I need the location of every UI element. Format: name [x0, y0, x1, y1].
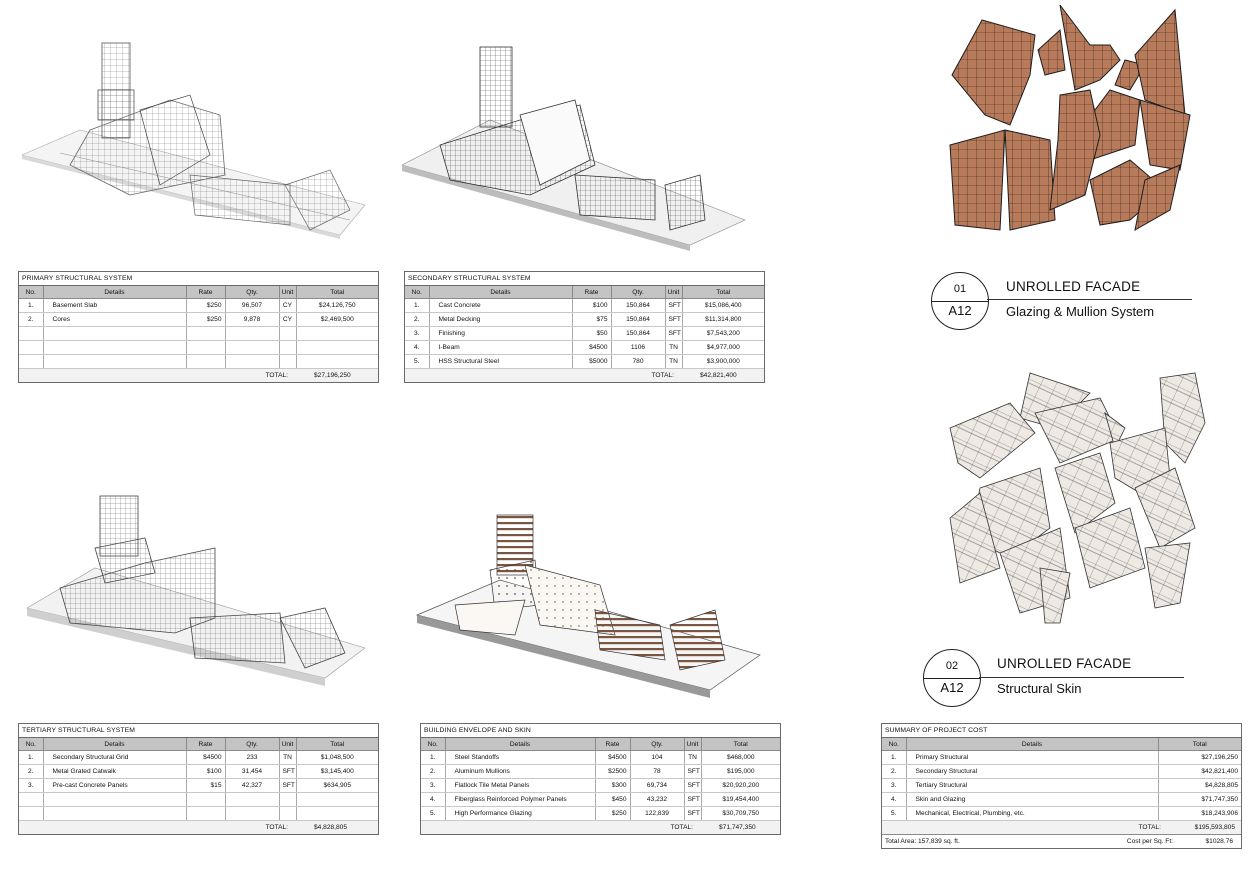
table-cell: Mechanical, Electrical, Plumbing, etc.: [906, 807, 1158, 821]
total-label: TOTAL:: [670, 824, 693, 831]
project-cost-summary-table: [881, 723, 1242, 849]
table-cell: 4.: [882, 793, 906, 807]
table-cell: CY: [279, 313, 296, 327]
table-cell: Tertiary Structural: [906, 779, 1158, 793]
table-cell: Secondary Structural: [906, 765, 1158, 779]
column-header: Total: [701, 738, 780, 751]
table-cell: $15,086,400: [682, 299, 764, 313]
table-cell: 1.: [19, 751, 43, 765]
total-value: $42,821,400: [700, 372, 737, 379]
table-cell: Metal Decking: [429, 313, 572, 327]
table-cell: 780: [611, 355, 665, 369]
table-row: [19, 313, 378, 327]
table-cell: $250: [595, 807, 630, 821]
table-cell: 31,454: [225, 765, 279, 779]
table-title: BUILDING ENVELOPE AND SKIN: [421, 724, 780, 738]
table-cell: TN: [279, 751, 296, 765]
table-cell: Secondary Structural Grid: [43, 751, 186, 765]
table-cell: 43,232: [630, 793, 684, 807]
total-value: $71,747,350: [719, 824, 756, 831]
table-cell: I-Beam: [429, 341, 572, 355]
table-cell: [279, 793, 296, 807]
column-header: Unit: [684, 738, 701, 751]
table-cell: 2.: [19, 313, 43, 327]
table-cell: $4500: [186, 751, 225, 765]
table-row: [19, 793, 378, 807]
total-row: [19, 369, 378, 382]
table-cell: [279, 341, 296, 355]
table-cell: $634,905: [296, 779, 378, 793]
table-cell: 150,864: [611, 299, 665, 313]
column-header: No.: [19, 286, 43, 299]
table-cell: TN: [665, 341, 682, 355]
table-row: [19, 299, 378, 313]
table-cell: 233: [225, 751, 279, 765]
table-cell: $20,920,200: [701, 779, 780, 793]
column-header: Rate: [572, 286, 611, 299]
column-header: Details: [445, 738, 595, 751]
table-cell: 78: [630, 765, 684, 779]
table-cell: [296, 807, 378, 821]
table-row: [19, 751, 378, 765]
table-cell: [279, 355, 296, 369]
table-cell: $18,243,906: [1158, 807, 1241, 821]
table-title: PRIMARY STRUCTURAL SYSTEM: [19, 272, 378, 286]
total-label: TOTAL:: [651, 372, 674, 379]
table-cell: Cast Concrete: [429, 299, 572, 313]
table-cell: 1.: [19, 299, 43, 313]
column-header: Total: [296, 738, 378, 751]
table-cell: $3,900,000: [682, 355, 764, 369]
table-cell: [186, 355, 225, 369]
table-cell: 9,878: [225, 313, 279, 327]
table-row: [405, 327, 764, 341]
table-cell: $19,454,400: [701, 793, 780, 807]
column-header: Qty.: [630, 738, 684, 751]
table-row: [882, 779, 1241, 793]
table-cell: 122,839: [630, 807, 684, 821]
table-cell: 5.: [421, 807, 445, 821]
table-cell: 96,507: [225, 299, 279, 313]
total-label: TOTAL:: [1138, 824, 1161, 831]
column-header: Unit: [279, 286, 296, 299]
primary-structure-axonometric: [20, 35, 370, 255]
table-cell: [296, 327, 378, 341]
column-header: Details: [906, 738, 1158, 751]
table-cell: 1.: [882, 751, 906, 765]
table-cell: 2.: [882, 765, 906, 779]
table-cell: 2.: [405, 313, 429, 327]
table-cell: $75: [572, 313, 611, 327]
table-cell: SFT: [665, 299, 682, 313]
drawing-number: 01: [953, 283, 967, 295]
table-cell: $27,196,250: [1158, 751, 1241, 765]
table-cell: [19, 341, 43, 355]
table-cell: [186, 793, 225, 807]
table-row: [19, 807, 378, 821]
table-cell: SFT: [684, 765, 701, 779]
column-header: No.: [421, 738, 445, 751]
table-cell: SFT: [684, 793, 701, 807]
table-cell: High Performance Glazing: [445, 807, 595, 821]
total-row: [421, 821, 780, 834]
table-cell: 3.: [19, 779, 43, 793]
table-cell: 42,327: [225, 779, 279, 793]
table-cell: Primary Structural: [906, 751, 1158, 765]
facade-title: UNROLLED FACADE: [1006, 279, 1141, 294]
table-cell: Finishing: [429, 327, 572, 341]
table-cell: SFT: [279, 779, 296, 793]
column-header: Rate: [595, 738, 630, 751]
table-cell: 4.: [421, 793, 445, 807]
column-header: Total: [682, 286, 764, 299]
table-cell: $7,543,200: [682, 327, 764, 341]
table-cell: TN: [665, 355, 682, 369]
column-header: Total: [1158, 738, 1241, 751]
table-cell: SFT: [684, 807, 701, 821]
table-cell: Skin and Glazing: [906, 793, 1158, 807]
table-title: SUMMARY OF PROJECT COST: [882, 724, 1241, 738]
table-cell: 150,864: [611, 327, 665, 341]
table-row: [421, 807, 780, 821]
table-cell: 3.: [405, 327, 429, 341]
cost-per-sqft-label: Cost per Sq. Ft:: [1126, 838, 1173, 845]
table-cell: [225, 327, 279, 341]
table-title: SECONDARY STRUCTURAL SYSTEM: [405, 272, 764, 286]
table-row: [882, 793, 1241, 807]
total-value: $27,196,250: [314, 372, 351, 379]
table-cell: [186, 341, 225, 355]
column-header: Details: [43, 286, 186, 299]
table-cell: $1,048,500: [296, 751, 378, 765]
table-row: [421, 765, 780, 779]
table-cell: SFT: [684, 779, 701, 793]
table-cell: 3.: [882, 779, 906, 793]
table-cell: Cores: [43, 313, 186, 327]
secondary-structure-axonometric: [400, 35, 750, 255]
tertiary-structure-axonometric: [25, 488, 370, 688]
total-value: $195,593,805: [1194, 824, 1235, 831]
table-cell: Metal Grated Catwalk: [43, 765, 186, 779]
column-header: Qty.: [225, 286, 279, 299]
table-cell: 1.: [421, 751, 445, 765]
table-row: [19, 341, 378, 355]
table-cell: $450: [595, 793, 630, 807]
table-row: [882, 751, 1241, 765]
table-cell: [279, 807, 296, 821]
area-row: [882, 834, 1241, 848]
total-area: Total Area: 157,839 sq. ft.: [885, 838, 960, 845]
building-envelope-axonometric: [415, 510, 765, 700]
table-cell: 2.: [421, 765, 445, 779]
table-cell: 1.: [405, 299, 429, 313]
table-cell: [19, 793, 43, 807]
table-cell: 2.: [19, 765, 43, 779]
table-cell: [225, 793, 279, 807]
table-cell: $468,000: [701, 751, 780, 765]
table-cell: HSS Structural Steel: [429, 355, 572, 369]
table-row: [882, 807, 1241, 821]
table-row: [405, 341, 764, 355]
table-cell: $195,000: [701, 765, 780, 779]
table-row: [421, 779, 780, 793]
table-cell: $30,709,750: [701, 807, 780, 821]
table-cell: 3.: [421, 779, 445, 793]
table-cell: [186, 807, 225, 821]
table-cell: [43, 807, 186, 821]
table-row: [19, 327, 378, 341]
facade-subtitle: Glazing & Mullion System: [1006, 304, 1155, 319]
table-cell: $42,821,400: [1158, 765, 1241, 779]
total-row: [882, 821, 1241, 834]
column-header: No.: [882, 738, 906, 751]
column-header: Details: [43, 738, 186, 751]
table-row: [19, 765, 378, 779]
column-header: No.: [19, 738, 43, 751]
table-title: TERTIARY STRUCTURAL SYSTEM: [19, 724, 378, 738]
table-cell: $11,314,800: [682, 313, 764, 327]
table-cell: $2,469,500: [296, 313, 378, 327]
table-cell: Steel Standoffs: [445, 751, 595, 765]
total-row: [405, 369, 764, 382]
secondary-structural-table: [404, 271, 765, 383]
table-cell: [225, 807, 279, 821]
drawing-number-badge: [923, 649, 981, 707]
primary-structural-table: [18, 271, 379, 383]
table-cell: $100: [186, 765, 225, 779]
table-cell: SFT: [279, 765, 296, 779]
table-cell: [296, 341, 378, 355]
table-cell: [43, 341, 186, 355]
table-cell: 69,734: [630, 779, 684, 793]
table-cell: SFT: [665, 313, 682, 327]
column-header: Unit: [279, 738, 296, 751]
table-cell: Pre-cast Concrete Panels: [43, 779, 186, 793]
table-cell: [296, 355, 378, 369]
total-value: $4,828,805: [314, 824, 348, 831]
table-cell: [296, 793, 378, 807]
table-cell: [43, 327, 186, 341]
tertiary-structural-table: [18, 723, 379, 835]
table-cell: [19, 807, 43, 821]
table-cell: [19, 327, 43, 341]
table-cell: $2500: [595, 765, 630, 779]
unrolled-facade-skin-drawing: [940, 368, 1210, 628]
table-cell: Aluminum Mullions: [445, 765, 595, 779]
table-cell: [43, 355, 186, 369]
table-cell: 4.: [405, 341, 429, 355]
table-cell: Flatlock Tile Metal Panels: [445, 779, 595, 793]
table-cell: 5.: [405, 355, 429, 369]
table-cell: [279, 327, 296, 341]
total-label: TOTAL:: [265, 824, 288, 831]
table-row: [421, 793, 780, 807]
column-header: Details: [429, 286, 572, 299]
table-cell: $15: [186, 779, 225, 793]
sheet-number: A12: [948, 303, 972, 318]
table-cell: $4500: [595, 751, 630, 765]
table-cell: $300: [595, 779, 630, 793]
table-cell: $4500: [572, 341, 611, 355]
table-row: [19, 779, 378, 793]
table-row: [405, 313, 764, 327]
table-cell: Fiberglass Reinforced Polymer Panels: [445, 793, 595, 807]
table-cell: 5.: [882, 807, 906, 821]
envelope-skin-table: [420, 723, 781, 835]
table-cell: $4,828,805: [1158, 779, 1241, 793]
drawing-number-badge: [931, 272, 989, 330]
table-cell: $100: [572, 299, 611, 313]
table-row: [19, 355, 378, 369]
table-cell: $4,977,000: [682, 341, 764, 355]
table-cell: $71,747,350: [1158, 793, 1241, 807]
table-row: [882, 765, 1241, 779]
table-cell: [186, 327, 225, 341]
column-header: Total: [296, 286, 378, 299]
table-cell: $24,126,750: [296, 299, 378, 313]
table-cell: $250: [186, 313, 225, 327]
column-header: No.: [405, 286, 429, 299]
column-header: Qty.: [225, 738, 279, 751]
table-cell: [225, 355, 279, 369]
table-cell: CY: [279, 299, 296, 313]
table-row: [405, 299, 764, 313]
total-row: [19, 821, 378, 834]
table-row: [421, 751, 780, 765]
column-header: Unit: [665, 286, 682, 299]
table-cell: $5000: [572, 355, 611, 369]
facade-subtitle: Structural Skin: [997, 681, 1082, 696]
total-label: TOTAL:: [265, 372, 288, 379]
column-header: Qty.: [611, 286, 665, 299]
table-cell: TN: [684, 751, 701, 765]
drawing-number: 02: [945, 660, 959, 672]
table-cell: $250: [186, 299, 225, 313]
cost-per-sqft-value: $1028.76: [1205, 838, 1233, 845]
sheet-number: A12: [940, 680, 964, 695]
table-cell: $3,145,400: [296, 765, 378, 779]
table-row: [405, 355, 764, 369]
table-cell: [43, 793, 186, 807]
column-header: Rate: [186, 286, 225, 299]
table-cell: [19, 355, 43, 369]
unrolled-facade-glazing-drawing: [940, 5, 1210, 265]
table-cell: SFT: [665, 327, 682, 341]
table-cell: 104: [630, 751, 684, 765]
facade-title: UNROLLED FACADE: [997, 656, 1132, 671]
table-cell: 150,864: [611, 313, 665, 327]
table-cell: Basement Slab: [43, 299, 186, 313]
table-cell: 1106: [611, 341, 665, 355]
table-cell: $50: [572, 327, 611, 341]
table-cell: [225, 341, 279, 355]
column-header: Rate: [186, 738, 225, 751]
